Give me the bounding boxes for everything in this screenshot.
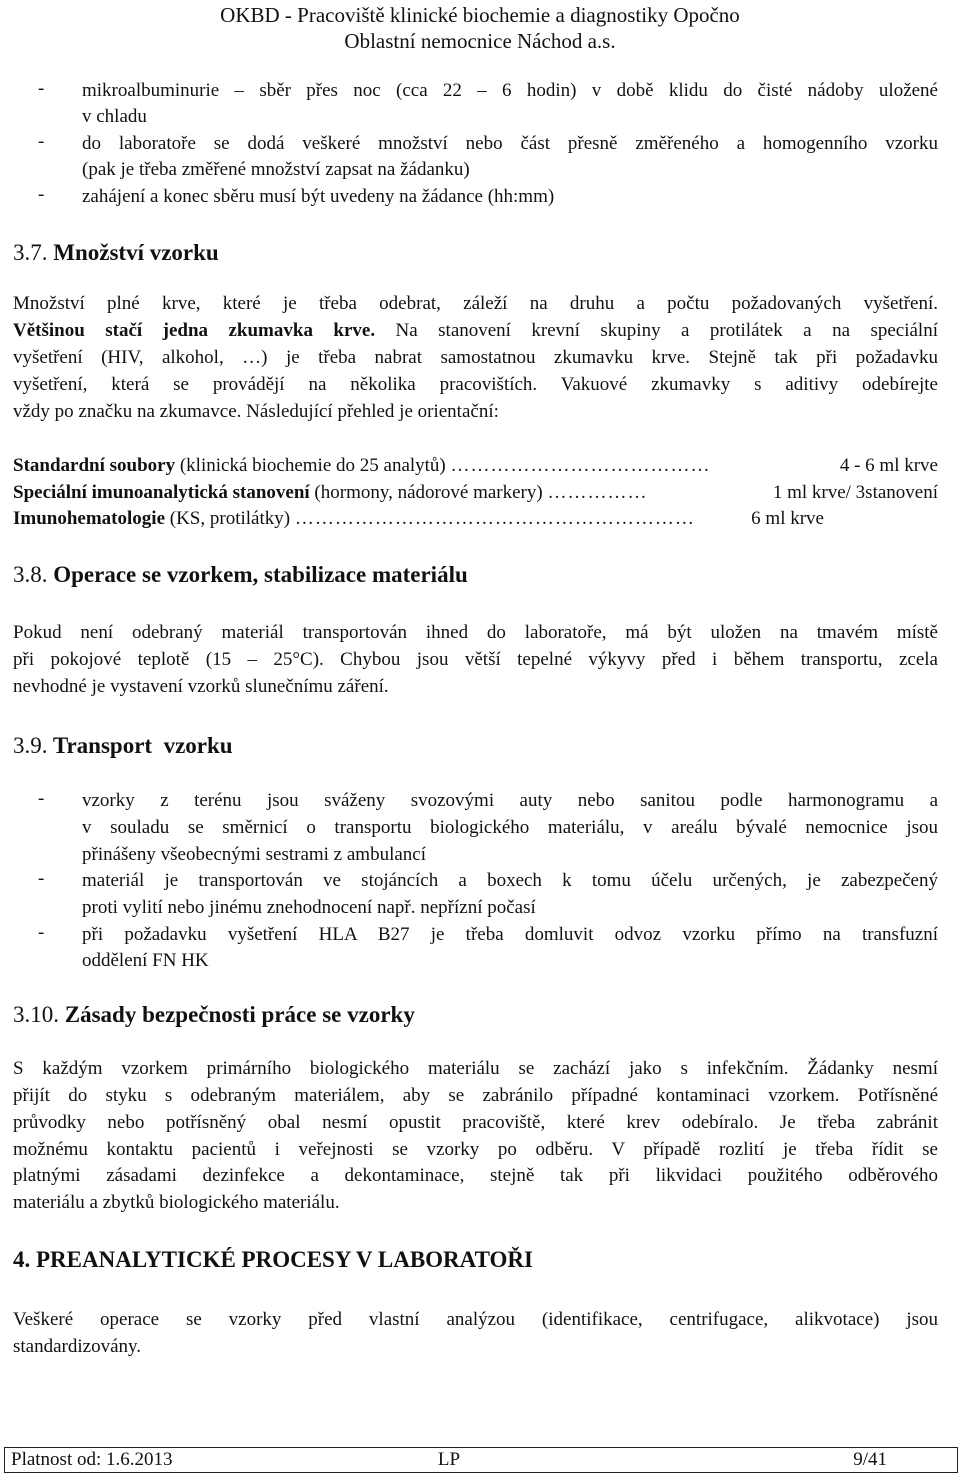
intro-bullet-1-line-1: mikroalbuminurie – sběr přes noc (cca 22 – 6 hodin) v době klidu do čisté nádoby uložené (82, 80, 938, 101)
s37-line-2-rest: Na stanovení krevní skupiny a protilátek a na speciální (375, 320, 938, 341)
volume-row-value: 1 ml krve/ 3stanovení (768, 482, 938, 503)
footer-page-number: 9/41 (853, 1449, 887, 1470)
s38-line-3: nevhodné je vystavení vzorků slunečnímu záření. (13, 676, 389, 697)
section-number: 3.9. (13, 733, 48, 758)
header-department: OKBD - Pracoviště klinické biochemie a diagnostiky Opočno (220, 3, 740, 27)
s310-line-5: platnými zásadami dezinfekce a dekontaminace, stejně tak při likvidaci použitého odběrového (13, 1165, 938, 1186)
volume-row (13, 480, 938, 506)
volume-row-value: 6 ml krve (746, 508, 824, 529)
bullet-dash: - (38, 78, 45, 99)
volume-row (13, 506, 824, 532)
volume-row (13, 453, 938, 479)
s37-line-1: Množství plné krve, které je třeba odebrat, záleží na druhu a počtu požadovaných vyšetření. (13, 293, 938, 314)
s39-bullet-3-line-2: oddělení FN HK (82, 950, 209, 971)
section-title: Zásady bezpečnosti práce se vzorky (64, 1002, 415, 1027)
section-number: 3.8. (13, 562, 48, 587)
s310-line-1: S každým vzorkem primárního biologického materiálu se zachází jako s infekčním. Žádanky nesmí (13, 1058, 938, 1079)
s39-bullet-1-line-2: v souladu se směrnicí o transportu biologického materiálu, v areálu bývalé nemocnice jsou (82, 817, 938, 838)
s39-bullet-1-line-1: vzorky z terénu jsou sváženy svozovými auty nebo sanitou podle harmonogramu a (82, 790, 938, 811)
s37-line-4: vyšetření, která se provádějí na několika pracovištích. Vakuové zkumavky s aditivy odebírejte (13, 374, 938, 395)
footer-validity: Platnost od: 1.6.2013 (11, 1449, 173, 1470)
volume-row-name: Imunohematologie (13, 508, 165, 529)
bullet-dash: - (38, 868, 45, 889)
s4-line-2: standardizovány. (13, 1336, 142, 1357)
volume-row-dots: ………………………………… (450, 455, 711, 476)
s310-line-4: možnému kontaktu pacientů i veřejnosti se vzorky po odběru. V případě rozlití je třeba řídit se (13, 1139, 938, 1160)
volume-row-desc: (klinická biochemie do 25 analytů) (175, 455, 451, 476)
volume-row-name: Standardní soubory (13, 455, 176, 476)
volume-row-desc: (KS, protilátky) (165, 508, 295, 529)
volume-row-value: 4 - 6 ml krve (835, 455, 938, 476)
section-heading-3-7 (13, 239, 219, 267)
volume-row-dots: …………………………………………………… (294, 508, 695, 529)
section-number: 3.7. (13, 240, 48, 265)
s39-bullet-1-line-3: přinášeny všeobecnými sestrami z ambulancí (82, 844, 427, 865)
intro-bullet-2-line-1: do laboratoře se dodá veškeré množství nebo část přesně změřeného a homogenního vzorku (82, 133, 938, 154)
s310-line-2: přijít do styku s odebraným materiálem, aby se zabránilo případné kontaminaci vzorkem. Potřísněné (13, 1085, 938, 1106)
s4-line-1: Veškeré operace se vzorky před vlastní analýzou (identifikace, centrifugace, alikvotace) jsou (13, 1309, 938, 1330)
s310-line-3: průvodky nebo potřísněný obal nesmí opustit pracoviště, které krev odebíralo. Je třeba zabránit (13, 1112, 938, 1133)
bullet-dash: - (38, 184, 45, 205)
section-title: Transport vzorku (52, 733, 233, 758)
s39-bullet-3-line-1: při požadavku vyšetření HLA B27 je třeba domluvit odvoz vzorku přímo na transfuzní (82, 924, 938, 945)
s37-line-3: vyšetření (HIV, alkohol, …) je třeba nabrat samostatnou zkumavku krve. Stejně tak při požadavku (13, 347, 938, 368)
section-heading-3-10 (13, 1001, 415, 1029)
section-title: Množství vzorku (53, 240, 219, 265)
s37-line-2 (13, 318, 938, 344)
s310-line-6: materiálu a zbytků biologického materiálu. (13, 1192, 340, 1213)
bullet-dash: - (38, 788, 45, 809)
section-number: 4. (13, 1247, 31, 1272)
section-heading-3-9 (13, 732, 233, 760)
intro-bullet-1-line-2: v chladu (82, 106, 147, 127)
section-heading-3-8 (13, 561, 468, 589)
volume-row-desc: (hormony, nádorové markery) (309, 482, 548, 503)
header-hospital: Oblastní nemocnice Náchod a.s. (344, 29, 616, 53)
s39-bullet-2-line-1: materiál je transportován ve stojáncích a boxech k tomu účelu určených, je zabezpečený (82, 870, 938, 891)
bullet-dash: - (38, 131, 45, 152)
footer-code: LP (437, 1449, 461, 1470)
volume-row-dots: …………… (547, 482, 648, 503)
intro-bullet-2-line-2: (pak je třeba změřené množství zapsat na žádanku) (82, 159, 470, 180)
section-number: 3.10. (13, 1002, 59, 1027)
volume-row-name: Speciální imunoanalytická stanovení (13, 482, 310, 503)
s38-line-1: Pokud není odebraný materiál transportován ihned do laboratoře, má být uložen na tmavém místě (13, 622, 938, 643)
s39-bullet-2-line-2: proti vylití nebo jinému znehodnocení např. nepřízní počasí (82, 897, 536, 918)
s37-line-5: vždy po značku na zkumavce. Následující přehled je orientační: (13, 401, 499, 422)
page-footer (4, 1447, 958, 1473)
section-title: Operace se vzorkem, stabilizace materiálu (53, 562, 468, 587)
bullet-dash: - (38, 922, 45, 943)
intro-bullet-3-line-1: zahájení a konec sběru musí být uvedeny na žádance (hh:mm) (82, 186, 555, 207)
s37-line-2-bold: Většinou stačí jedna zkumavka krve. (13, 320, 376, 341)
s38-line-2: při pokojové teplotě (15 – 25°C). Chybou jsou větší tepelné výkyvy před i během transportu, zcela (13, 649, 938, 670)
section-heading-4 (13, 1246, 533, 1274)
section-title: PREANALYTICKÉ PROCESY V LABORATOŘI (36, 1247, 533, 1272)
